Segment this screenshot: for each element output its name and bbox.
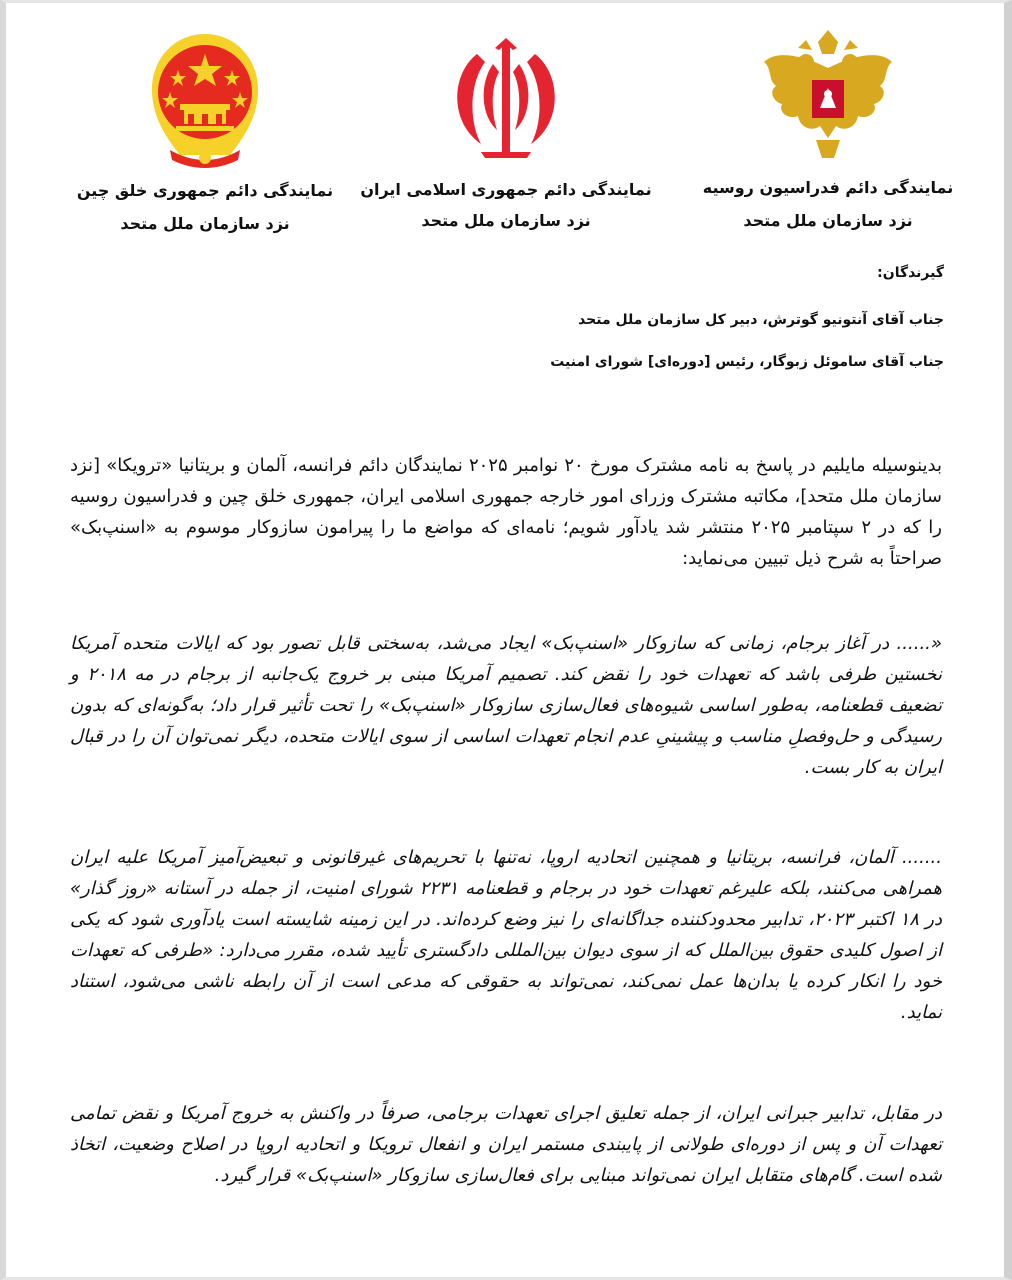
recipient-secretary-general: جناب آقای آنتونیو گوترش، دبیر کل سازمان ملل متحد xyxy=(578,312,944,328)
china-mission-subtitle: نزد سازمان ملل متحد xyxy=(120,214,290,233)
iran-mission-subtitle: نزد سازمان ملل متحد xyxy=(421,211,591,230)
iran-column xyxy=(346,0,666,230)
paragraph-quote-3: در مقابل، تدابیر جبرانی ایران، از جمله تعلیق اجرای تعهدات برجامی، صرفاً در واکنش به خروج آمریکا و نقض تمامی تعهدات آن و پس از دوره‌ای طولانی از پایبندی مستمر ایران و انفعال ترویکا و اتحادیه اروپا در اصلاح وضعیت، اتخاذ شده است. گام‌های متقابل ایران نمی‌تواند مبنایی برای فعال‌سازی سازوکار «اسنپ‌بک» قرار گیرد. xyxy=(70,1103,942,1186)
recipient-security-council-president: جناب آقای ساموئل زبوگار، رئیس [دوره‌ای] شورای امنیت xyxy=(550,354,944,370)
russia-emblem-icon xyxy=(758,28,898,168)
china-mission-title: نمایندگی دائم جمهوری خلق چین xyxy=(76,181,334,200)
china-emblem-icon xyxy=(140,30,270,175)
paragraph-intro: بدینوسیله مایلیم در پاسخ به نامه مشترک مورخ ۲۰ نوامبر ۲۰۲۵ نمایندگان دائم فرانسه، آلمان و بریتانیا «ترویکا» [نزد سازمان ملل متحد]، مکاتبه مشترک وزرای امور خارجه جمهوری اسلامی ایران، جمهوری خلق چین و فدراسیون روسیه را که در ۲ سپتامبر ۲۰۲۵ منتشر شد یادآور شویم؛ نامه‌ای که مواضع ما را پیرامون سازوکار موسوم به «اسنپ‌بک» صراحتاً به شرح ذیل تبیین می‌نماید: xyxy=(70,455,942,569)
russia-column xyxy=(668,0,988,230)
russia-mission-title: نمایندگی دائم فدراسیون روسیه xyxy=(702,178,954,197)
paragraph-quote-1: «...... در آغاز برجام، زمانی که سازوکار «اسنپ‌بک» ایجاد می‌شد، به‌سختی قابل تصور بود که ایالات متحده آمریکا نخستین طرفی باشد که تعهدات خود را نقض کند. تصمیم آمریکا مبنی بر خروج یک‌جانبه از برجام در مه ۲۰۱۸ و تضعیف قطعنامه، به‌طور اساسی شیوه‌های فعال‌سازی سازوکار «اسنپ‌بک» را تحت تأثیر قرار داد؛ به‌گونه‌ای که بدون رسیدگی و حل‌وفصلِ مناسب و پیشینیِ عدم انجام تعهدات اساسی از سوی ایالات متحده، دیگر نمی‌توان آن را در قبال ایران به کار بست. xyxy=(70,633,942,778)
russia-mission-subtitle: نزد سازمان ملل متحد xyxy=(743,211,913,230)
china-column xyxy=(45,0,365,233)
paragraph-quote-2: ....... آلمان، فرانسه، بریتانیا و همچنین اتحادیه اروپا، نه‌تنها با تحریم‌های غیرقانونی و تبعیض‌آمیز آمریکا علیه ایران همراهی می‌کنند، بلکه علیرغم تعهدات خود در برجام و قطعنامه ۲۲۳۱ شورای امنیت، از جمله در آستانه «روز گذار» در ۱۸ اکتبر ۲۰۲۳، تدابیر محدودکننده جداگانه‌ای را نیز وضع کرده‌اند. در این زمینه شایسته است یادآوری شود که یکی از اصول کلیدی حقوق بین‌الملل که از سوی دیوان بین‌المللی دادگستری تأیید شده، مقرر می‌دارد: «طرفی که تعهدات خود را انکار کرده یا بدان‌ها عمل نمی‌کند، نمی‌تواند به حقوقی که مدعی است از آن رابطه ناشی می‌شود، استناد نماید. xyxy=(70,847,943,1023)
iran-emblem-icon xyxy=(441,34,571,174)
letterhead xyxy=(0,0,1012,255)
recipients-label: گیرندگان: xyxy=(877,265,944,281)
iran-mission-title: نمایندگی دائم جمهوری اسلامی ایران xyxy=(360,180,652,199)
